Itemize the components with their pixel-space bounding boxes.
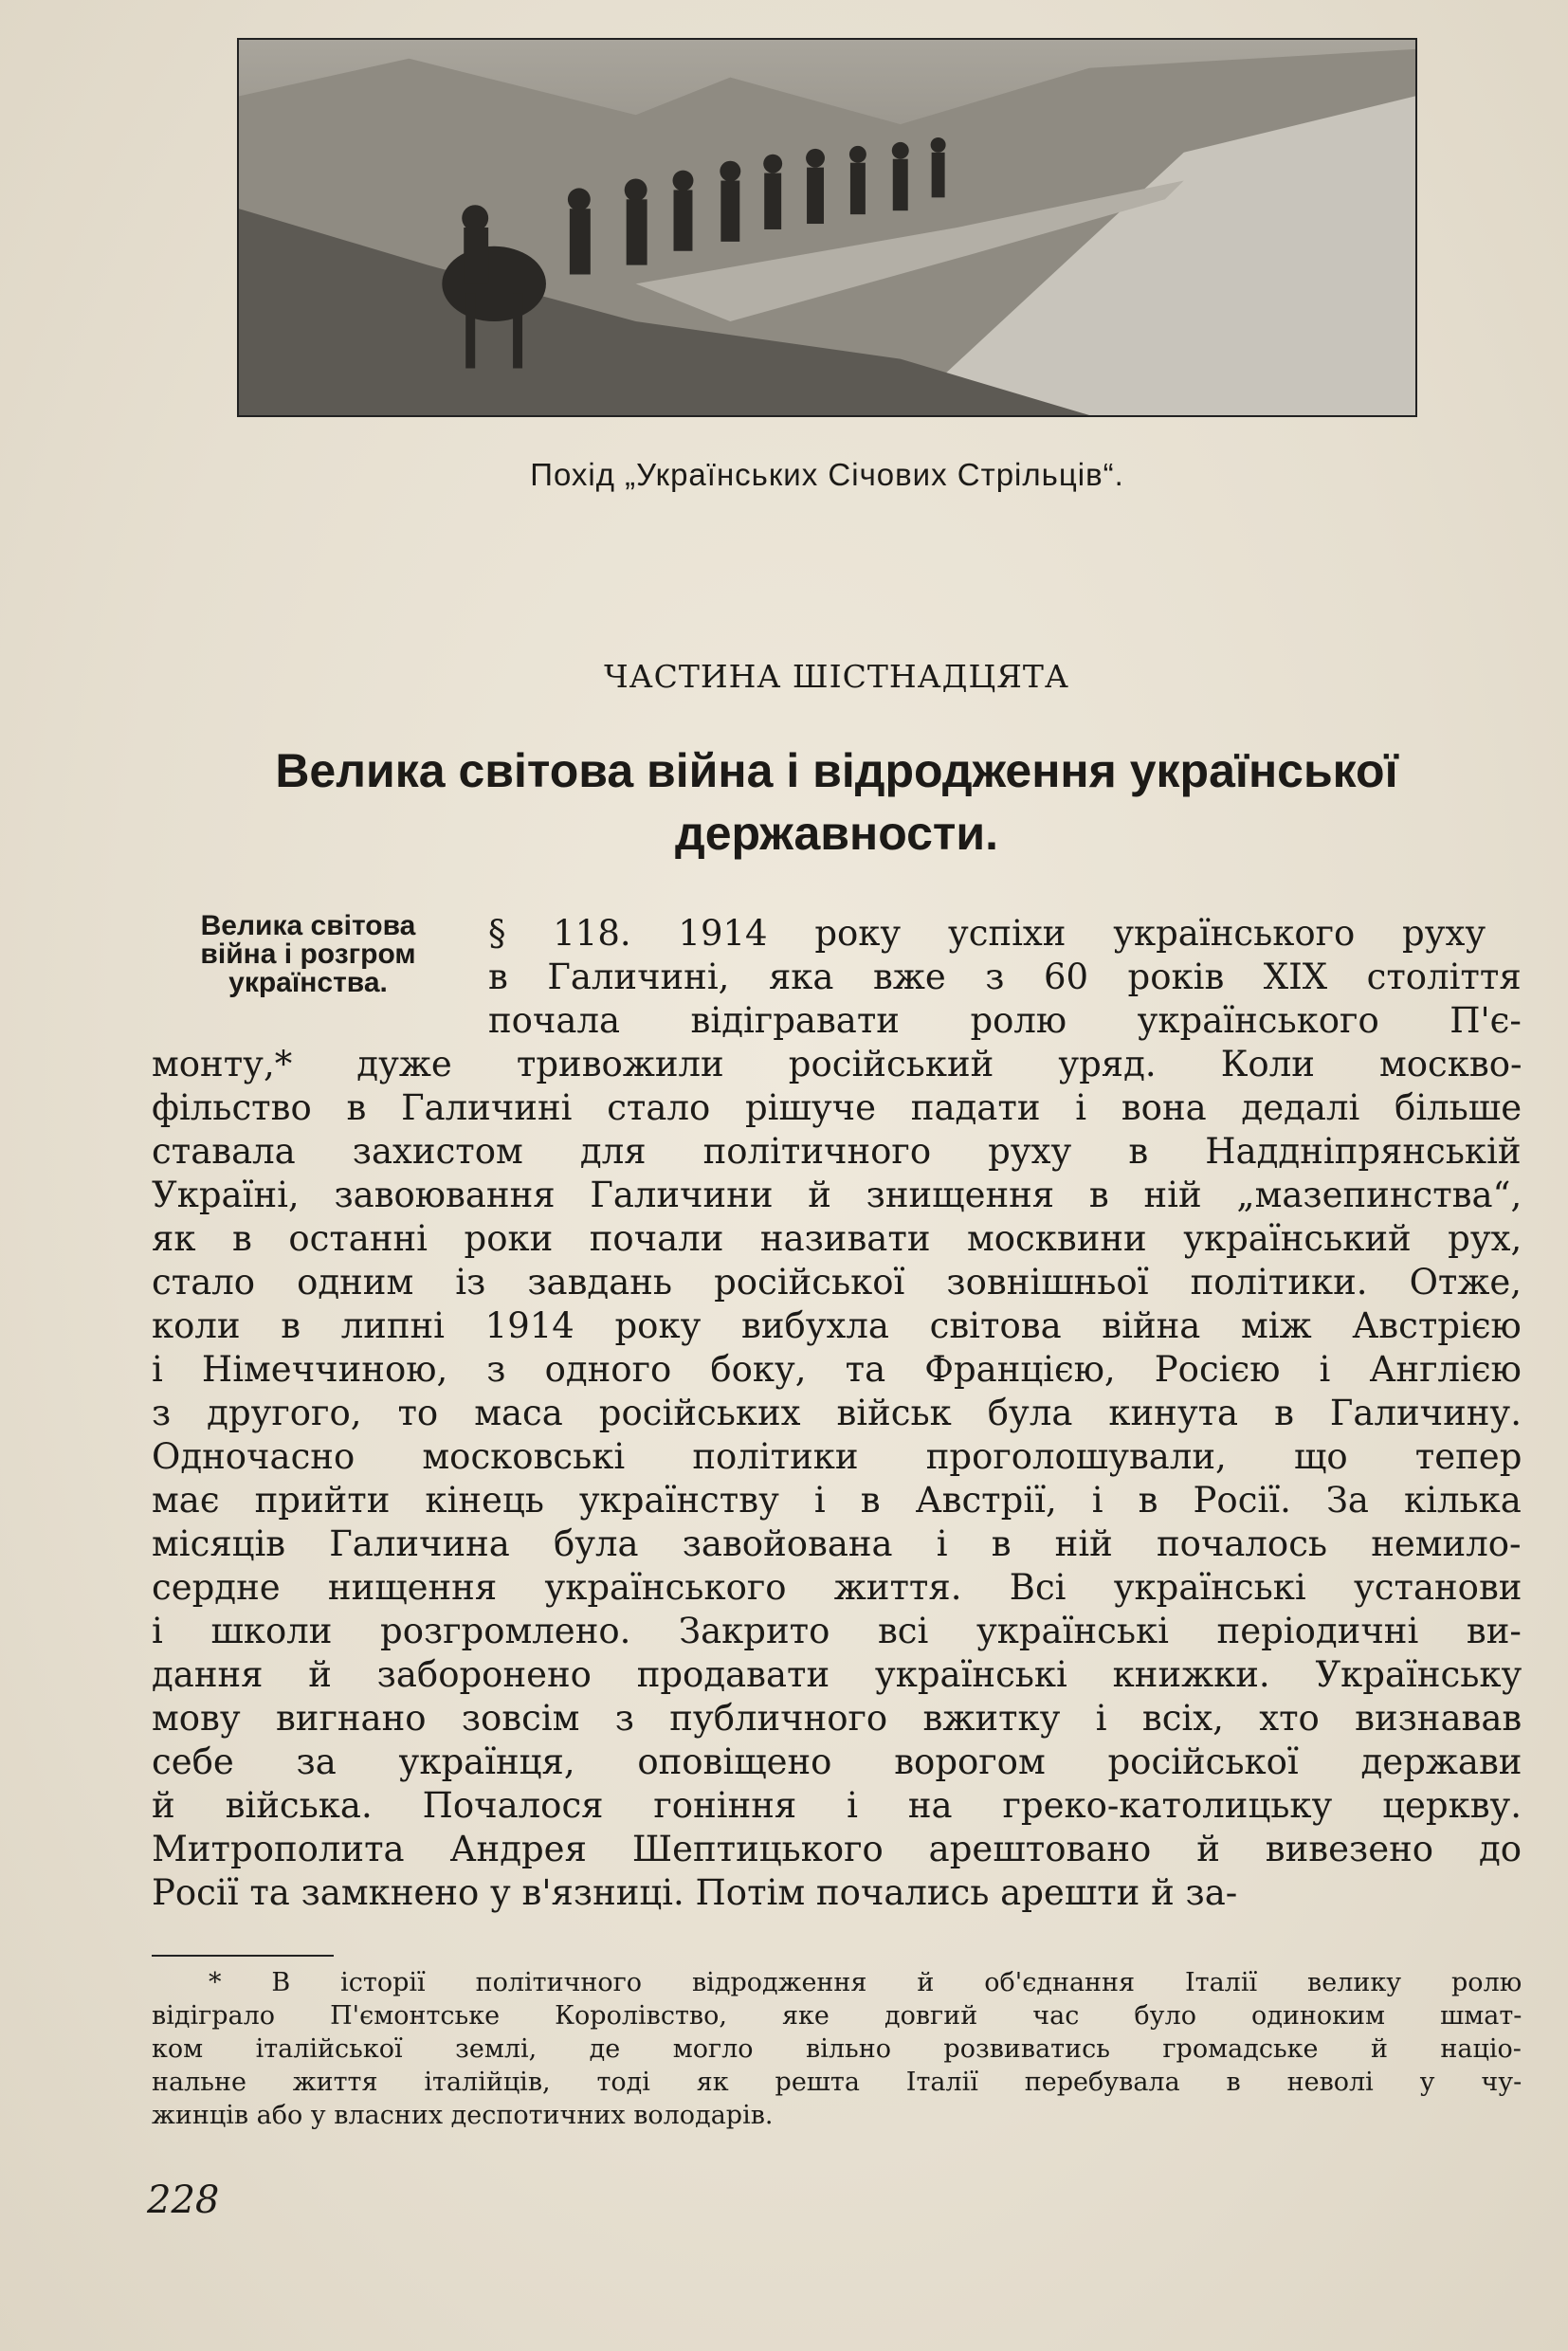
margin-note-line: Велика світова <box>200 910 416 941</box>
text-line: коли в липні 1914 року вибухла світова війна між Австрією <box>152 1305 1522 1346</box>
text-line: з другого, то маса російських військ була кинута в Галичину. <box>152 1393 1522 1433</box>
footnote-line: * В історії політичного відродження й об'єднання Італії велику ролю <box>209 1968 1522 1997</box>
part-title: ЧАСТИНА ШІСТНАДЦЯТА <box>604 658 1069 695</box>
chapter-title-line: Велика світова війна і відродження української <box>275 744 1398 797</box>
text-line: в Галичині, яка вже з 60 років XIX століття <box>488 957 1522 997</box>
footnote-line: нальне життя італійців, тоді як решта Італії перебувала в неволі у чу- <box>152 2068 1522 2097</box>
text-line: Україні, завоювання Галичини й знищення в ній „мазепинства“, <box>152 1175 1522 1215</box>
text-line: Росії та замкнено у в'язниці. Потім почались арешти й за- <box>152 1872 1238 1913</box>
footnote-line: відіграло П'ємонтське Королівство, яке довгий час було одиноким шмат- <box>152 2001 1522 2031</box>
text-line: фільство в Галичині стало рішуче падати і вона дедалі більше <box>152 1087 1522 1128</box>
text-line: і Німеччиною, з одного боку, та Францією, Росією і Англією <box>152 1349 1522 1390</box>
text-line: мову вигнано зовсім з публичного вжитку і всіх, хто визнавав <box>152 1698 1522 1739</box>
text-line: ставала захистом для політичного руху в Наддніпрянській <box>152 1131 1522 1172</box>
text-line: сердне нищення українського життя. Всі українські установи <box>152 1567 1522 1608</box>
chapter-title <box>152 739 1522 865</box>
footnote-divider <box>152 1955 334 1957</box>
margin-note-line: українства. <box>228 967 388 998</box>
text-line: Митрополита Андрея Шептицького арештовано й вивезено до <box>152 1829 1522 1869</box>
text-line: дання й заборонено продавати українські книжки. Українську <box>152 1654 1522 1695</box>
footnote-line: жинців або у власних деспотичних володарів. <box>152 2101 774 2130</box>
footnote <box>152 1966 1522 2132</box>
text-line: Одночасно московські політики проголошували, що тепер <box>152 1436 1522 1477</box>
text-line: § 118. 1914 року успіхи українського руху <box>488 913 1486 954</box>
text-line: й війська. Почалося гоніння і на греко-католицьку церкву. <box>152 1785 1522 1826</box>
photo-icon <box>239 40 1415 415</box>
text-line: і школи розгромлено. Закрито всі українські періодичні ви- <box>152 1611 1522 1651</box>
text-line: монту,* дуже тривожили російський уряд. Коли москво- <box>152 1044 1522 1084</box>
photo-illustration <box>237 38 1417 417</box>
text-line: місяців Галичина була завойована і в ній почалось немило- <box>152 1523 1522 1564</box>
text-line: почала відігравати ролю українського П'є- <box>488 1000 1522 1041</box>
footnote-line: ком італійської землі, де могло вільно розвиватись громадське й націо- <box>152 2034 1522 2064</box>
photo-caption: Похід „Українських Січових Стрільців“. <box>530 457 1124 492</box>
margin-note-line: війна і розгром <box>200 939 416 970</box>
text-line: як в останні роки почали називати москвини український рух, <box>152 1218 1522 1259</box>
page-number: 228 <box>147 2178 220 2222</box>
chapter-title-line: державности. <box>674 807 999 860</box>
text-line: себе за українця, оповіщено ворогом російської держави <box>152 1741 1522 1782</box>
text-line: стало одним із завдань російської зовнішньої політики. Отже, <box>152 1262 1522 1303</box>
body-text <box>152 912 1522 1915</box>
text-line: має прийти кінець українству і в Австрії, і в Росії. За кілька <box>152 1480 1522 1521</box>
